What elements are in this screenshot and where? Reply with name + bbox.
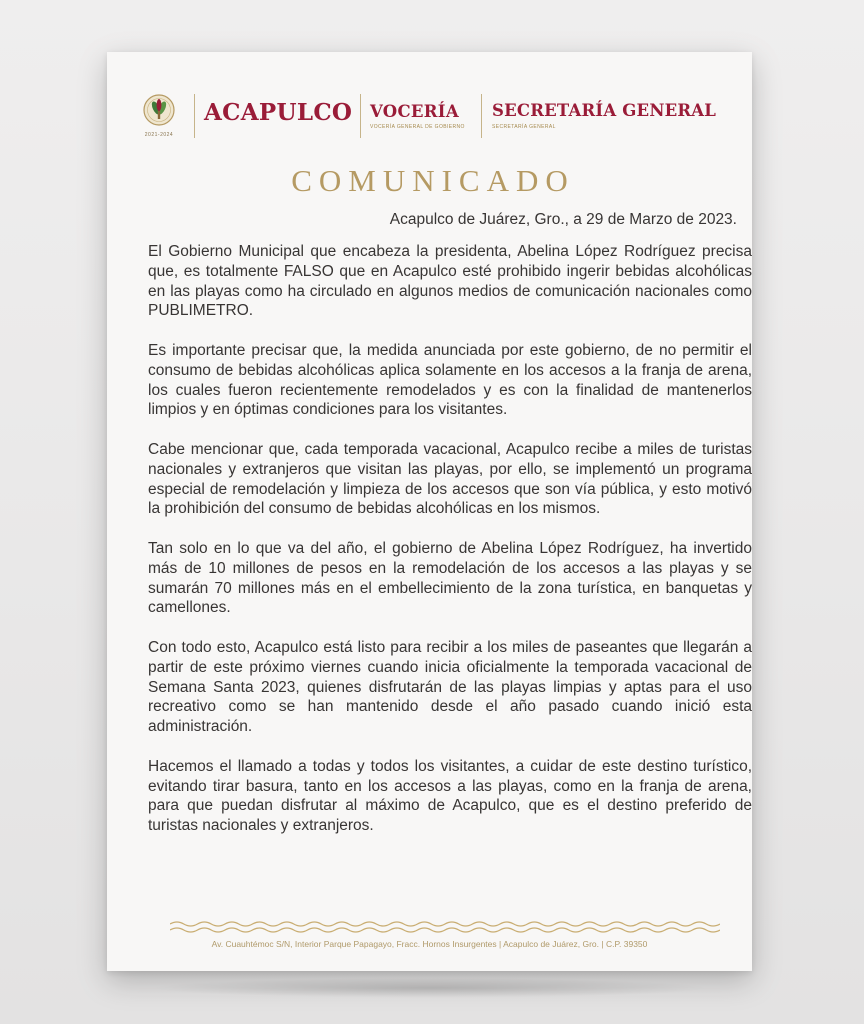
document-page [107,52,752,971]
seal-year: 2021-2024 [144,132,174,138]
brand-voceria: VOCERÍA [370,102,459,121]
municipal-seal-icon [141,92,177,146]
paragraph: Con todo esto, Acapulco está listo para recibir a los miles de paseantes que llegarán a partir de este próximo viernes cuando inicia oficialmente la temporada vacacional de Semana Santa 2023, quienes disfrutarán de las playas limpias y aptas para el uso recreativo como se han mantenido desde el año pasado cuando inició esta administración. [148,638,752,736]
paragraph: Cabe mencionar que, cada temporada vacacional, Acapulco recibe a miles de turistas nacionales y extranjeros que visitan las playas, por ello, se implementó un programa especial de remodelación y limpieza de los accesos que son vía pública, y esto motivó la prohibición del consumo de bebidas alcohólicas en los mismos. [148,440,752,518]
paragraph: Hacemos el llamado a todas y todos los visitantes, a cuidar de este destino turístico, evitando tirar basura, tanto en los accesos a las playas, como en la franja de arena, para que puedan disfrutar al máximo de Acapulco, que es el destino preferido de turistas nacionales y extranjeros. [148,757,752,835]
wave-divider-icon [170,920,720,934]
header-divider [481,94,482,138]
document-title: COMUNICADO [291,163,575,198]
brand-secretaria-subtitle: SECRETARÍA GENERAL [492,124,556,130]
header-divider [360,94,361,138]
page-shadow [150,978,710,998]
document-body [148,242,752,856]
brand-voceria-subtitle: VOCERÍA GENERAL DE GOBIERNO [370,124,465,130]
header-divider [194,94,195,138]
letterhead [141,92,731,146]
footer-address: Av. Cuauhtémoc S/N, Interior Parque Papagayo, Fracc. Hornos Insurgentes | Acapulco de Juárez, Gro. | C.P. 39350 [211,939,648,949]
brand-acapulco: ACAPULCO [204,99,353,126]
paragraph: El Gobierno Municipal que encabeza la presidenta, Abelina López Rodríguez precisa que, es totalmente FALSO que en Acapulco esté prohibido ingerir bebidas alcohólicas en las playas como ha circulado en algunos medios de comunicación nacionales como PUBLIMETRO. [148,243,752,320]
paragraph: Tan solo en lo que va del año, el gobierno de Abelina López Rodríguez, ha invertido más de 10 millones de pesos en la remodelación de los accesos a las playas y se sumarán 70 millones más en el embellecimiento de la zona turística, en banquetas y camellones. [148,539,752,617]
brand-secretaria: SECRETARÍA GENERAL [492,101,717,120]
date-line: Acapulco de Juárez, Gro., a 29 de Marzo de 2023. [389,211,737,228]
paragraph: Es importante precisar que, la medida anunciada por este gobierno, de no permitir el consumo de bebidas alcohólicas aplica solamente en los accesos a la franja de arena, los cuales fueron recientemente remodelados y es con la finalidad de mantenerlos limpios y en óptimas condiciones para los visitantes. [148,341,752,419]
